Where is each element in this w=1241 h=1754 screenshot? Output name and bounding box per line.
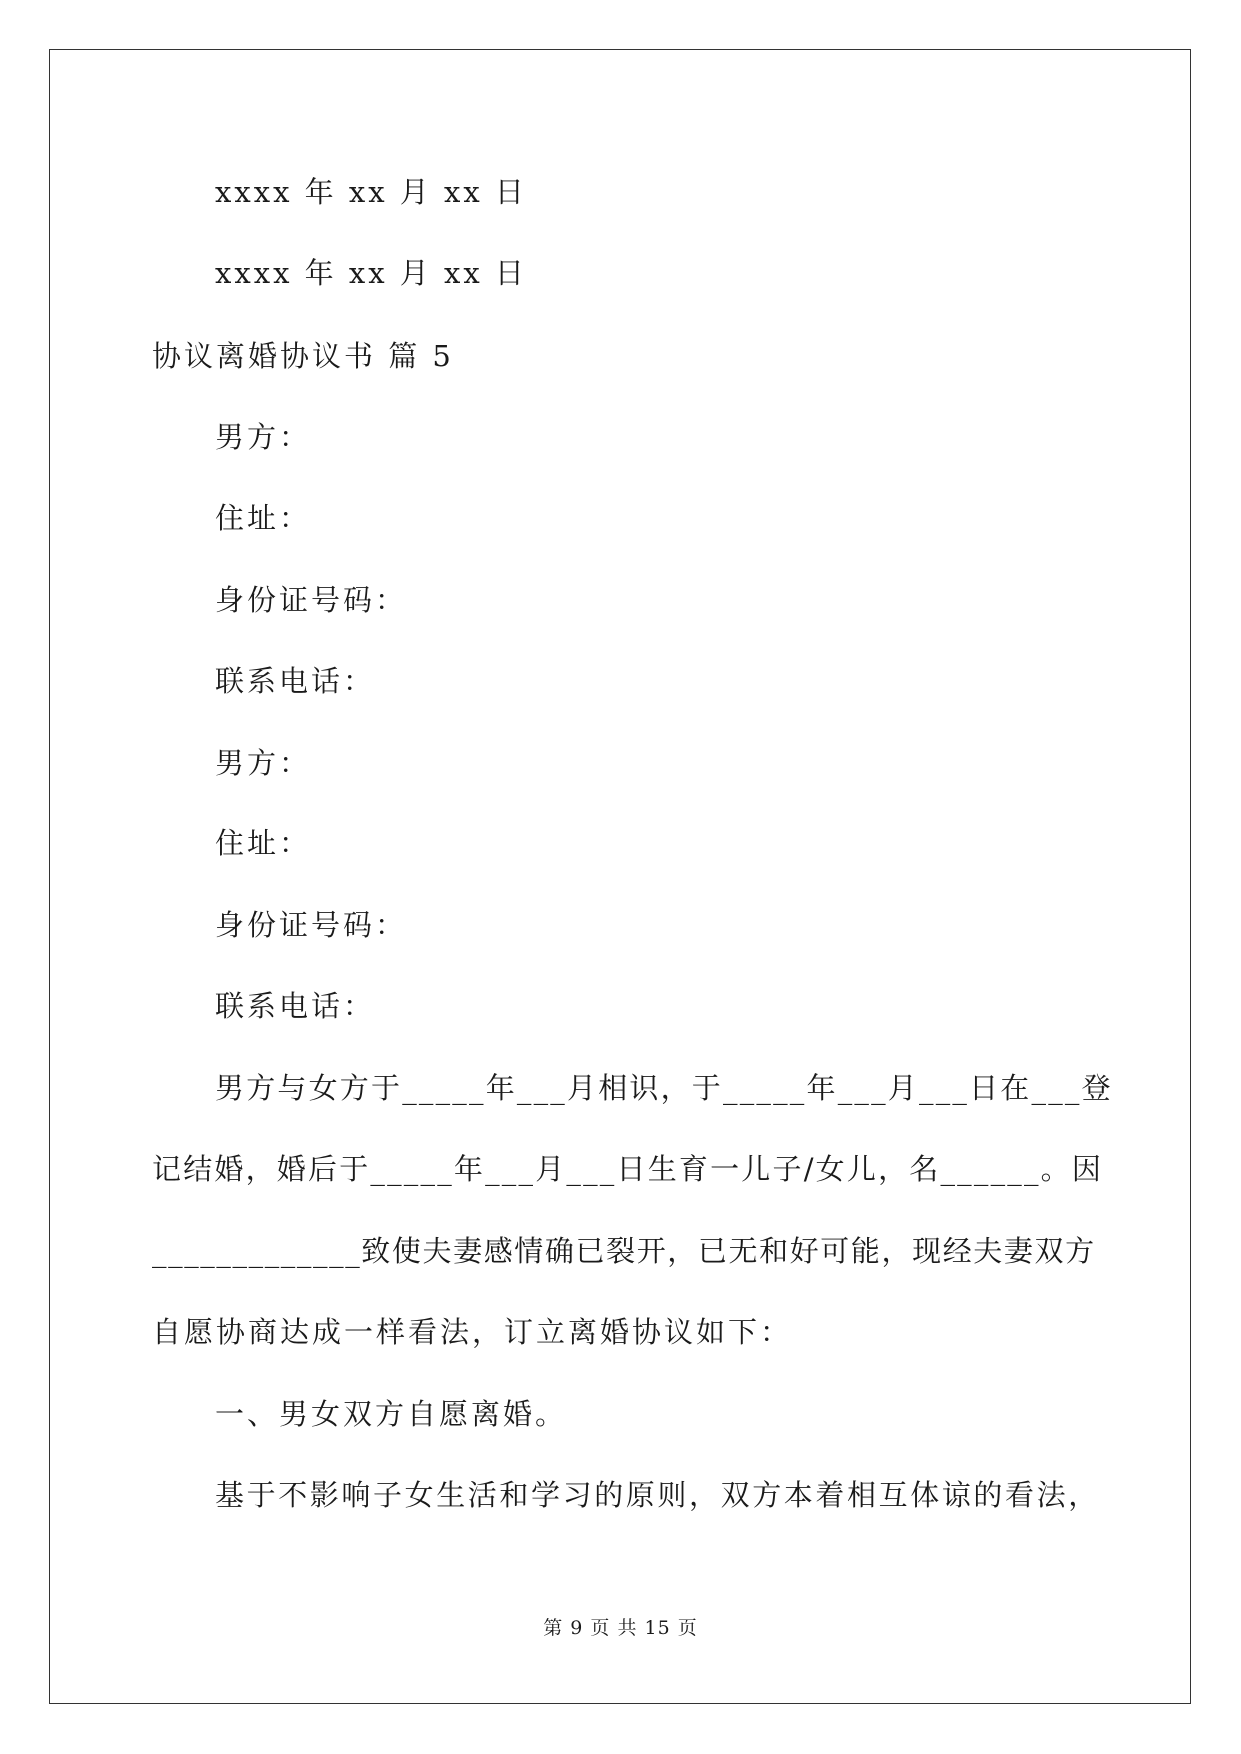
paragraph-2-line-1: 基于不影响子女生活和学习的原则，双方本着相互体谅的看法， xyxy=(215,1478,1100,1512)
field-address-2: 住址： xyxy=(215,826,312,860)
page-frame xyxy=(49,49,1191,1704)
clause-1: 一、男女双方自愿离婚。 xyxy=(215,1397,568,1431)
field-id-number-1: 身份证号码： xyxy=(215,583,408,617)
date-line-1: xxxx 年 xx 月 xx 日 xyxy=(215,175,527,209)
field-phone-2: 联系电话： xyxy=(215,989,376,1023)
field-address-1: 住址： xyxy=(215,501,312,535)
paragraph-line-3: _____________致使夫妻感情确已裂开，已无和好可能，现经夫妻双方 xyxy=(152,1234,1096,1268)
field-phone-1: 联系电话： xyxy=(215,664,376,698)
section-heading: 协议离婚协议书 篇 5 xyxy=(152,339,454,373)
paragraph-line-2: 记结婚，婚后于_____年___月___日生育一儿子/女儿，名______。因 xyxy=(152,1152,1104,1186)
field-male-1: 男方： xyxy=(215,420,312,454)
paragraph-line-4: 自愿协商达成一样看法，订立离婚协议如下： xyxy=(152,1315,793,1349)
paragraph-line-1: 男方与女方于_____年___月相识，于_____年___月___日在___登 xyxy=(215,1071,1113,1105)
field-id-number-2: 身份证号码： xyxy=(215,908,408,942)
field-male-2: 男方： xyxy=(215,746,312,780)
date-line-2: xxxx 年 xx 月 xx 日 xyxy=(215,256,527,290)
page-footer: 第 9 页 共 15 页 xyxy=(543,1617,698,1639)
